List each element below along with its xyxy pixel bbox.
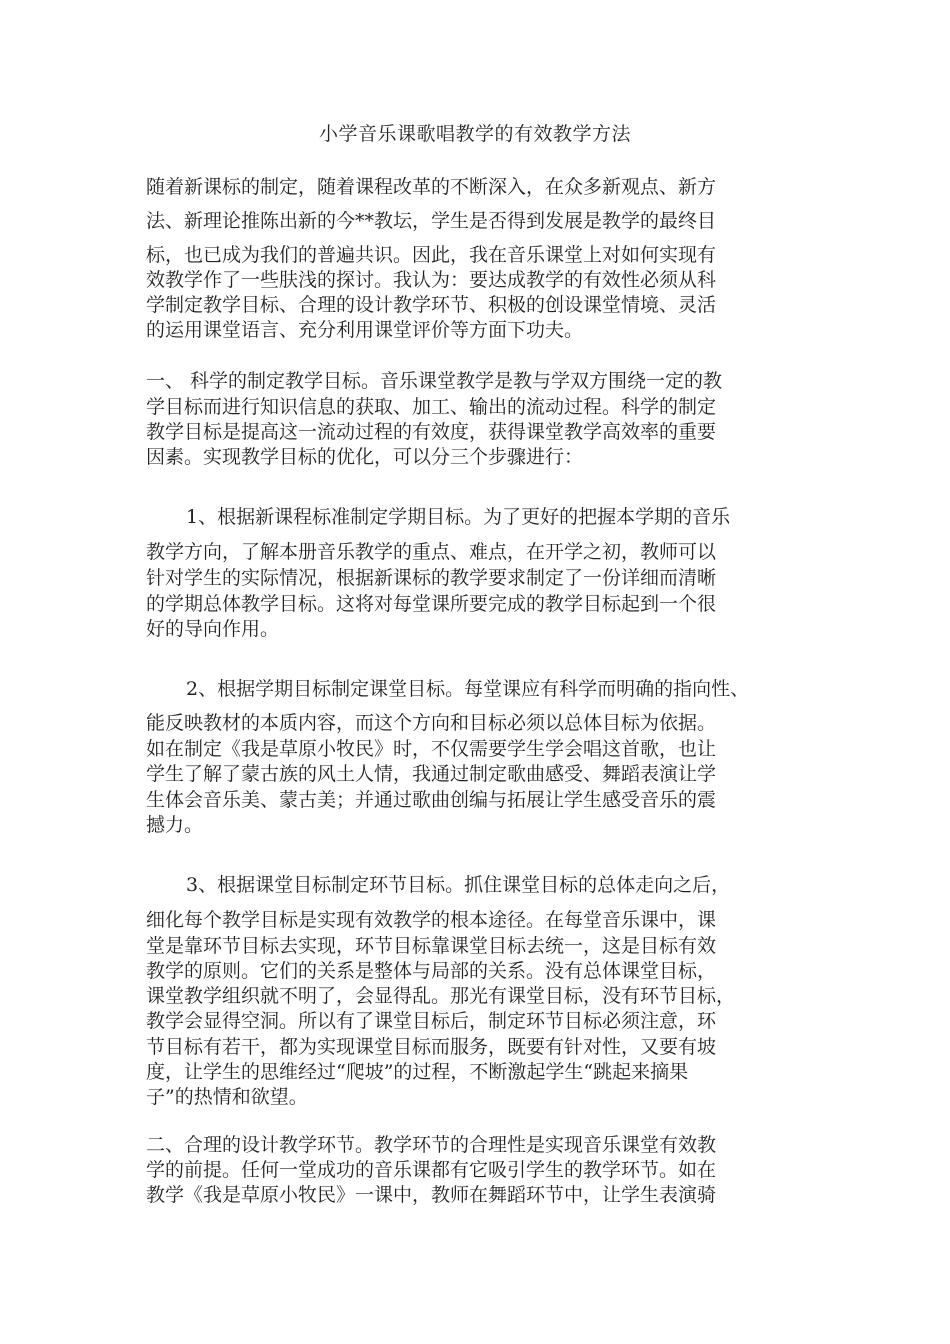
step2-line: 如在制定《我是草原小牧民》时，不仅需要学生学会唱这首歌，也让 [146,738,717,760]
step3-line: 细化每个教学目标是实现有效教学的根本途径。在每堂音乐课中，课 [146,909,717,931]
intro-line: 的运用课堂语言、充分利用课堂评价等方面下功夫。 [146,319,584,341]
step2-line: 2、根据学期目标制定课堂目标。每堂课应有科学而明确的指向性、 [186,678,750,700]
intro-line: 效教学作了一些肤浅的探讨。我认为：要达成教学的有效性必须从科 [146,269,717,291]
step3-line: 子”的热情和欲望。 [146,1086,308,1108]
step3-line: 教学的原则。它们的关系是整体与局部的关系。没有总体课堂目标， [146,960,717,982]
step1-line: 针对学生的实际情况，根据新课标的教学要求制定了一份详细而清晰 [146,567,717,589]
intro-line: 法、新理论推陈出新的今**教坛，学生是否得到发展是教学的最终目 [146,210,717,232]
step2-line: 能反映教材的本质内容，而这个方向和目标必须以总体目标为依据。 [146,712,717,734]
document-title: 小学音乐课歌唱教学的有效教学方法 [318,123,631,145]
section2-line: 教学《我是草原小牧民》一课中，教师在舞蹈环节中，让学生表演骑 [146,1184,717,1206]
section2-line: 二、合理的设计教学环节。教学环节的合理性是实现音乐课堂有效教 [146,1134,717,1156]
section1-line: 一、 科学的制定教学目标。音乐课堂教学是教与学双方围绕一定的教 [146,370,723,392]
step2-line: 学生了解了蒙古族的风土人情，我通过制定歌曲感受、舞蹈表演让学 [146,763,717,785]
step1-line: 教学方向，了解本册音乐教学的重点、难点，在开学之初，教师可以 [146,541,717,563]
step3-line: 堂是靠环节目标去实现，环节目标靠课堂目标去统一，这是目标有效 [146,935,717,957]
step3-line: 度，让学生的思维经过“爬坡”的过程，不断激起学生“跳起来摘果 [146,1061,689,1083]
step2-line: 生体会音乐美、蒙古美；并通过歌曲创编与拓展让学生感受音乐的震 [146,789,717,811]
step3-line: 教学会显得空洞。所以有了课堂目标后，制定环节目标必须注意，环 [146,1010,717,1032]
step1-line: 的学期总体教学目标。这将对每堂课所要完成的教学目标起到一个很 [146,593,717,615]
intro-line: 学制定教学目标、合理的设计教学环节、积极的创设课堂情境、灵活 [146,294,717,316]
section1-line: 教学目标是提高这一流动过程的有效度，获得课堂教学高效率的重要 [146,421,717,443]
step2-line: 撼力。 [146,814,204,836]
step1-line: 1、根据新课程标准制定学期目标。为了更好的把握本学期的音乐 [186,506,731,528]
step1-line: 好的导向作用。 [146,618,280,640]
section1-line: 因素。实现教学目标的优化，可以分三个步骤进行： [146,446,584,468]
step3-line: 课堂教学组织就不明了，会显得乱。那光有课堂目标，没有环节目标， [146,985,736,1007]
step3-line: 3、根据课堂目标制定环节目标。抓住课堂目标的总体走向之后， [186,874,731,896]
intro-line: 随着新课标的制定，随着课程改革的不断深入，在众多新观点、新方 [146,176,717,198]
section2-line: 学的前提。任何一堂成功的音乐课都有它吸引学生的教学环节。如在 [146,1159,717,1181]
intro-line: 标，也已成为我们的普遍共识。因此，我在音乐课堂上对如何实现有 [146,244,717,266]
section1-line: 学目标而进行知识信息的获取、加工、输出的流动过程。科学的制定 [146,396,717,418]
step3-line: 节目标有若干，都为实现课堂目标而服务，既要有针对性，又要有坡 [146,1036,717,1058]
